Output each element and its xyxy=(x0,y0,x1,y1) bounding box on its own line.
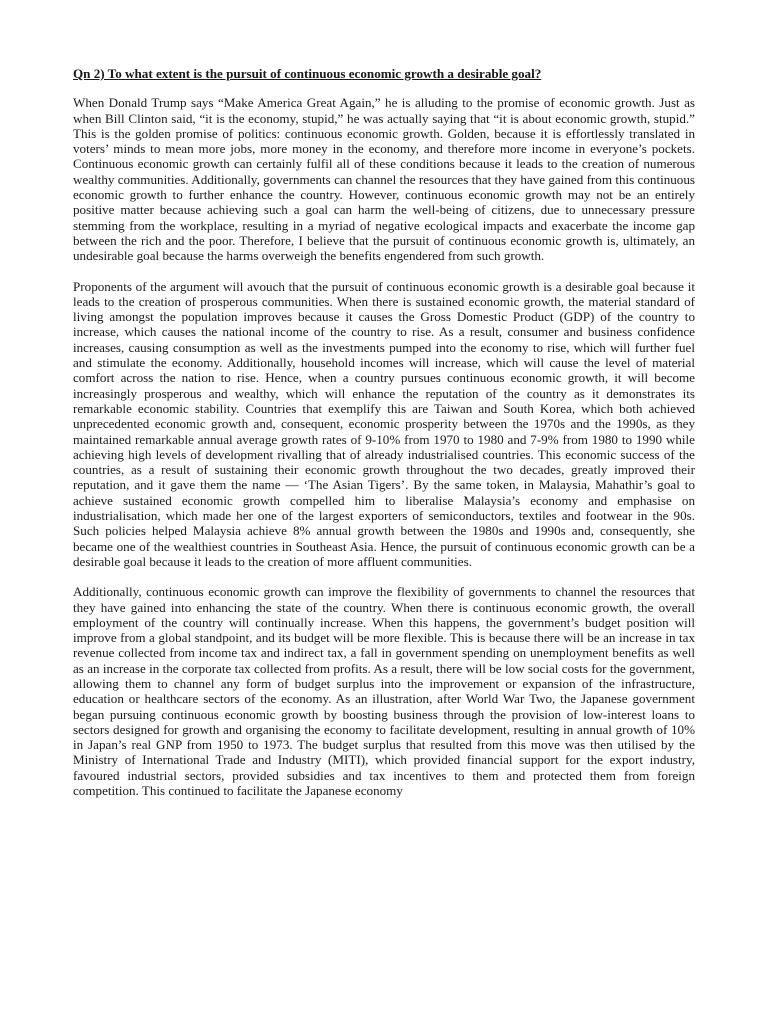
paragraph-introduction: When Donald Trump says “Make America Great Again,” he is alluding to the promise of economic growth. Just as when Bill Clinton said, “it is the economy, stupid,” he was actually saying that “it is about economic growth, stupid.” This is the golden promise of politics: continuous economic growth. Golden, because it is effortlessly translated in voters’ minds to mean more jobs, more money in the economy, and therefore more income in everyone’s pockets. Continuous economic growth can certainly fulfil all of these conditions because it leads to the creation of numerous wealthy communities. Additionally, governments can channel the resources that they have gained from this continuous economic growth to further enhance the country. However, continuous economic growth may not be an entirely positive matter because achieving such a goal can harm the well-being of citizens, due to unnecessary pressure stemming from the workplace, resulting in a myriad of negative ecological impacts and exacerbate the income gap between the rich and the poor. Therefore, I believe that the pursuit of continuous economic growth is, ultimately, an undesirable goal because the harms overweigh the benefits engendered from such growth. xyxy=(73,95,695,264)
document-page xyxy=(73,66,695,813)
question-heading: Qn 2) To what extent is the pursuit of continuous economic growth a desirable goal? xyxy=(73,66,542,81)
paragraph-prosperous-communities: Proponents of the argument will avouch that the pursuit of continuous economic growth is a desirable goal because it leads to the creation of prosperous communities. When there is sustained economic growth, the material standard of living amongst the population improves because it causes the Gross Domestic Product (GDP) of the country to increase, which causes the national income of the country to rise. As a result, consumer and business confidence increases, causing consumption as well as the investments pumped into the economy to rise, which will further fuel and stimulate the economy. Additionally, household incomes will increase, which will cause the level of material comfort across the nation to rise. Hence, when a country pursues continuous economic growth, it will become increasingly prosperous and wealthy, which will enhance the reputation of the country as it demonstrates its remarkable economic stability. Countries that exemplify this are Taiwan and South Korea, which both achieved unprecedented economic growth and, consequent, economic prosperity between the 1970s and the 1990s, as they maintained remarkable annual average growth rates of 9-10% from 1970 to 1980 and 7-9% from 1980 to 1990 while achieving high levels of development rivalling that of already industrialised countries. This economic success of the countries, as a result of sustaining their economic growth throughout the two decades, greatly improved their reputation, and it gave them the name — ‘The Asian Tigers’. By the same token, in Malaysia, Mahathir’s goal to achieve sustained economic growth compelled him to liberalise Malaysia’s economy and emphasise on industrialisation, which made her one of the largest exporters of semiconductors, textiles and footwear in the 90s. Such policies helped Malaysia achieve 8% annual growth between the 1980s and 1990s and, consequently, she became one of the wealthiest countries in Southeast Asia. Hence, the pursuit of continuous economic growth can be a desirable goal because it leads to the creation of more affluent communities. xyxy=(73,278,695,569)
paragraph-government-flexibility: Additionally, continuous economic growth can improve the flexibility of governments to channel the resources that they have gained into enhancing the state of the country. When there is continuous economic growth, the overall employment of the country will continually increase. When this happens, the government’s budget position will improve from a global standpoint, and its budget will be more flexible. This is because there will be an increase in tax revenue collected from income tax and indirect tax, a fall in government spending on unemployment benefits as well as an increase in the corporate tax collected from profits. As a result, there will be low social costs for the government, allowing them to channel any form of budget surplus into the improvement or expansion of the infrastructure, education or healthcare sectors of the economy. As an illustration, after World War Two, the Japanese government began pursuing continuous economic growth by boosting business through the provision of low-interest loans to sectors designed for growth and organising the economy to facilitate development, resulting in annual growth of 10% in Japan’s real GNP from 1950 to 1973. The budget surplus that resulted from this move was then utilised by the Ministry of International Trade and Industry (MITI), which provided financial support for the export industry, favoured industrial sectors, provided subsidies and tax incentives to them and protected them from foreign competition. This continued to facilitate the Japanese economy xyxy=(73,584,695,799)
